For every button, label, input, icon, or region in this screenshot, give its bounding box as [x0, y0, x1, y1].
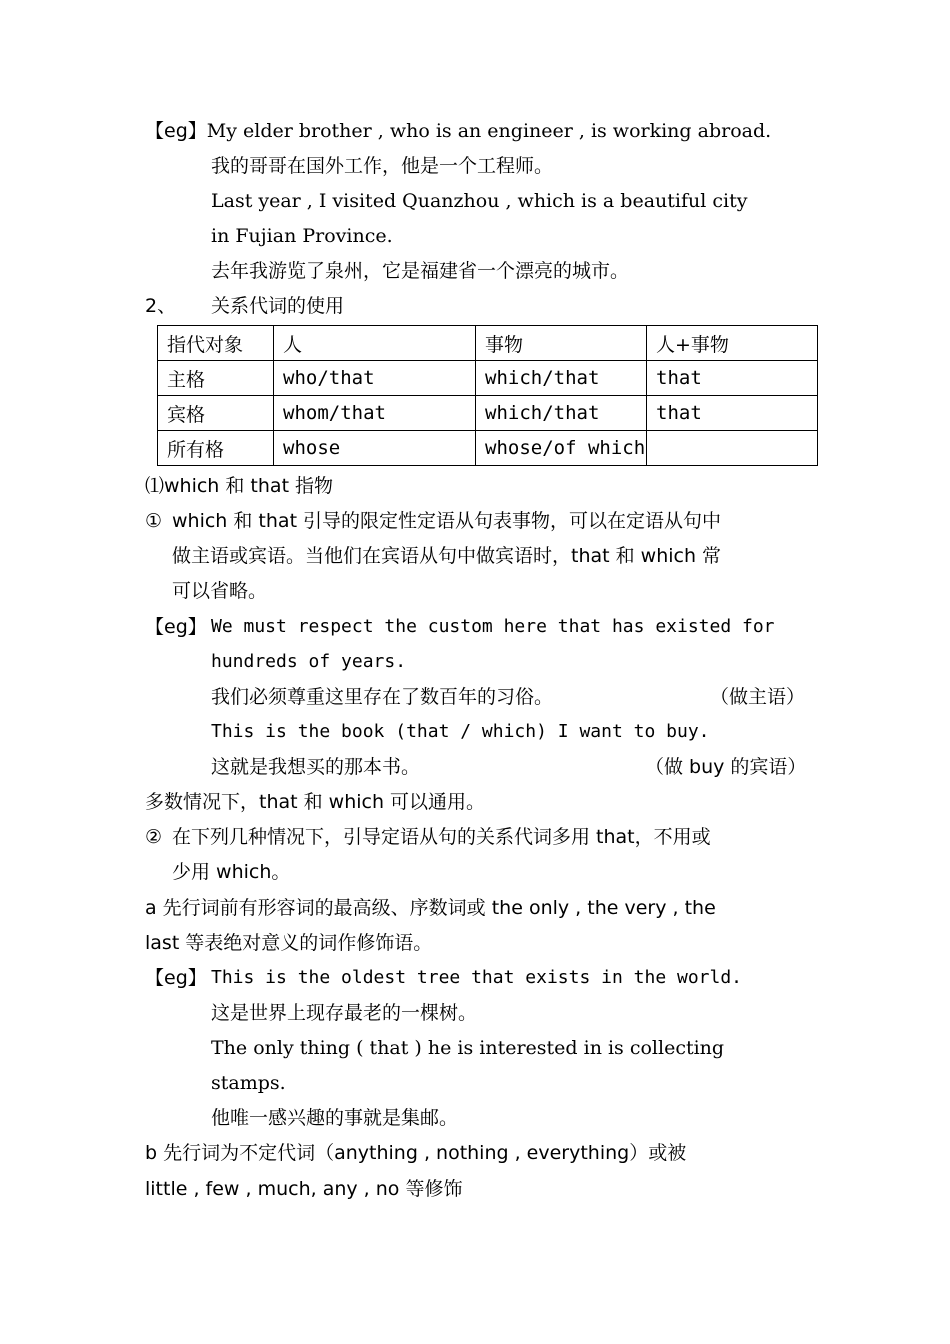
- example-sentence: My elder brother , who is an engineer , is working abroad.: [206, 120, 772, 142]
- grammar-note: （做主语）: [710, 686, 806, 708]
- table-header-cell: 事物: [476, 326, 647, 361]
- table-header-row: [158, 326, 818, 361]
- table-cell: which/that: [476, 361, 647, 396]
- paragraph-line: last 等表绝对意义的词作修饰语。: [145, 932, 433, 954]
- paragraph-line: little , few , much, any , no 等修饰: [145, 1178, 463, 1200]
- example-sentence: hundreds of years.: [211, 651, 407, 672]
- eg-tag: 【eg】: [145, 967, 207, 989]
- paragraph-line: 可以省略。: [172, 580, 268, 602]
- table-cell: who/that: [274, 361, 476, 396]
- example-sentence: Last year , I visited Quanzhou , which is a beautiful city: [211, 190, 748, 212]
- paragraph-line: which 和 that 引导的限定性定语从句表事物，可以在定语从句中: [172, 510, 722, 532]
- table-header-cell: 人: [274, 326, 476, 361]
- example-sentence: The only thing ( that ) he is interested in is collecting: [211, 1037, 725, 1059]
- table-cell: that: [647, 396, 818, 431]
- paragraph-line: 做主语或宾语。当他们在宾语从句中做宾语时，that 和 which 常: [172, 545, 722, 567]
- table-cell: whom/that: [274, 396, 476, 431]
- table-cell: 宾格: [158, 396, 274, 431]
- table-cell: whose/of which: [476, 431, 647, 466]
- paragraph-line: b 先行词为不定代词（anything , nothing , everything）或被: [145, 1142, 687, 1164]
- table-cell: whose: [274, 431, 476, 466]
- paragraph-line: 在下列几种情况下，引导定语从句的关系代词多用 that，不用或: [172, 826, 711, 848]
- eg-tag: 【eg】: [145, 120, 207, 142]
- example-sentence: We must respect the custom here that has existed for: [211, 616, 775, 637]
- table-cell: which/that: [476, 396, 647, 431]
- example-translation: 我们必须尊重这里存在了数百年的习俗。: [211, 686, 554, 708]
- example-sentence: This is the oldest tree that exists in the world.: [211, 967, 743, 988]
- table-header-cell: 指代对象: [158, 326, 274, 361]
- table-header-cell: 人+事物: [647, 326, 818, 361]
- point-marker: ①: [145, 510, 163, 532]
- table-cell: 主格: [158, 361, 274, 396]
- example-translation: 这是世界上现存最老的一棵树。: [211, 1002, 478, 1024]
- example-sentence: in Fujian Province.: [211, 225, 393, 247]
- table-cell: [647, 431, 818, 466]
- grammar-note: （做 buy 的宾语）: [645, 756, 807, 778]
- table-row: [158, 361, 818, 396]
- paragraph-line: 多数情况下，that 和 which 可以通用。: [145, 791, 486, 813]
- example-1-line-1: [145, 119, 807, 143]
- section-title: 关系代词的使用: [211, 295, 345, 317]
- example-sentence: stamps.: [211, 1072, 286, 1094]
- eg-tag: 【eg】: [145, 616, 207, 638]
- table-row: [158, 396, 818, 431]
- section-number: 2、: [145, 295, 177, 317]
- paragraph-line: 少用 which。: [172, 861, 291, 883]
- table-row: [158, 431, 818, 466]
- example-translation: 这就是我想买的那本书。: [211, 756, 421, 778]
- table-cell: 所有格: [158, 431, 274, 466]
- table-cell: that: [647, 361, 818, 396]
- example-translation: 去年我游览了泉州，它是福建省一个漂亮的城市。: [211, 260, 630, 282]
- example-translation: 他唯一感兴趣的事就是集邮。: [211, 1107, 459, 1129]
- subsection-title: ⑴which 和 that 指物: [145, 475, 334, 497]
- relative-pronoun-table: [157, 325, 818, 466]
- paragraph-line: a 先行词前有形容词的最高级、序数词或 the only , the very , the: [145, 897, 716, 919]
- example-translation: 我的哥哥在国外工作，他是一个工程师。: [211, 155, 554, 177]
- point-marker: ②: [145, 826, 163, 848]
- example-sentence: This is the book (that / which) I want to buy.: [211, 721, 710, 742]
